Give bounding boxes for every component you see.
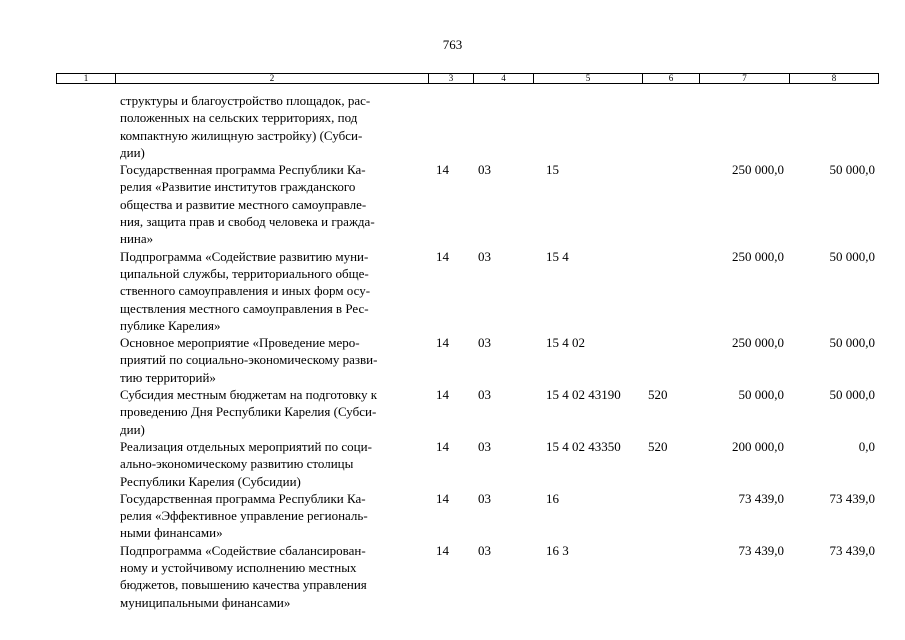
row-description xyxy=(120,542,425,611)
section-code: 14 xyxy=(436,248,449,264)
description-line: дии) xyxy=(120,421,145,437)
section-code: 14 xyxy=(436,542,449,558)
target-article-code: 16 xyxy=(546,490,559,506)
description-line: ными финансами» xyxy=(120,525,223,541)
column-header-2: 2 xyxy=(116,74,429,83)
column-header-3: 3 xyxy=(429,74,474,83)
page-number: 763 xyxy=(442,37,463,52)
expense-type-code: 520 xyxy=(648,438,668,454)
amount-year-2: 50 000,0 xyxy=(829,335,875,351)
target-article-code: 15 4 02 xyxy=(546,335,585,351)
column-header-8: 8 xyxy=(831,73,837,83)
description-line: ально-экономическому развитию столицы xyxy=(120,456,354,472)
amount-year-2: 50 000,0 xyxy=(829,162,875,178)
table-body xyxy=(0,92,905,611)
amount-year-2: 73 439,0 xyxy=(829,490,875,506)
column-header-5: 5 xyxy=(534,74,643,83)
description-line: Государственная программа Республики Ка- xyxy=(120,162,366,178)
column-header-1: 1 xyxy=(57,74,116,83)
description-line: общества и развитие местного самоуправле- xyxy=(120,196,367,212)
amount-year-2: 0,0 xyxy=(858,438,875,454)
description-line: тию территорий» xyxy=(120,369,216,385)
description-line: ципальной службы, территориального обще- xyxy=(120,265,369,281)
subsection-code: 03 xyxy=(478,542,491,558)
amount-year-1: 250 000,0 xyxy=(732,335,784,351)
row-description xyxy=(120,438,425,490)
table-row xyxy=(0,161,905,247)
amount-year-1: 250 000,0 xyxy=(732,248,784,264)
column-header-7: 7 xyxy=(700,74,790,83)
row-description xyxy=(120,161,425,247)
description-line: Подпрограмма «Содействие развитию муни- xyxy=(120,248,369,264)
amount-year-1: 73 439,0 xyxy=(738,490,784,506)
table-row xyxy=(0,438,905,490)
target-article-code: 15 4 02 43350 xyxy=(546,438,621,454)
column-header-6: 6 xyxy=(643,74,700,83)
description-line: приятий по социально-экономическому разви- xyxy=(120,352,378,368)
section-code: 14 xyxy=(436,162,449,178)
target-article-code: 15 xyxy=(546,162,559,178)
description-line: муниципальными финансами» xyxy=(120,594,291,610)
description-line: ществления местного самоуправления в Рес- xyxy=(120,300,369,316)
subsection-code: 03 xyxy=(478,162,491,178)
table-row xyxy=(0,248,905,334)
description-line: Основное мероприятие «Проведение меро- xyxy=(120,335,360,351)
row-description xyxy=(120,92,425,161)
description-line: ния, защита прав и свобод человека и гражда- xyxy=(120,214,375,230)
row-description xyxy=(120,334,425,386)
description-line: релия «Эффективное управление региональ- xyxy=(120,508,368,524)
row-description xyxy=(120,386,425,438)
amount-year-1: 73 439,0 xyxy=(738,542,784,558)
table-row xyxy=(0,92,905,161)
description-line: нина» xyxy=(120,231,154,247)
amount-year-2: 73 439,0 xyxy=(829,542,875,558)
description-line: дии) xyxy=(120,144,145,160)
amount-year-1: 50 000,0 xyxy=(738,387,784,403)
amount-year-1: 200 000,0 xyxy=(732,438,784,454)
section-code: 14 xyxy=(436,490,449,506)
description-line: релия «Развитие институтов гражданского xyxy=(120,179,356,195)
description-line: Республики Карелия (Субсидии) xyxy=(120,473,301,489)
description-line: Реализация отдельных мероприятий по соци- xyxy=(120,438,372,454)
row-description xyxy=(120,248,425,334)
row-description xyxy=(120,490,425,542)
description-line: Государственная программа Республики Ка- xyxy=(120,490,366,506)
description-line: компактную жилищную застройку) (Субси- xyxy=(120,127,363,143)
target-article-code: 15 4 02 43190 xyxy=(546,387,621,403)
expense-type-code: 520 xyxy=(648,387,668,403)
target-article-code: 16 3 xyxy=(546,542,569,558)
table-row xyxy=(0,542,905,611)
column-header-4: 4 xyxy=(474,74,534,83)
subsection-code: 03 xyxy=(478,438,491,454)
table-row xyxy=(0,334,905,386)
table-row xyxy=(0,386,905,438)
description-line: ственного самоуправления и иных форм осу- xyxy=(120,283,371,299)
amount-year-2: 50 000,0 xyxy=(829,248,875,264)
subsection-code: 03 xyxy=(478,335,491,351)
target-article-code: 15 4 xyxy=(546,248,569,264)
section-code: 14 xyxy=(436,438,449,454)
description-line: Подпрограмма «Содействие сбалансирован- xyxy=(120,542,366,558)
description-line: проведению Дня Республики Карелия (Субси- xyxy=(120,404,377,420)
amount-year-1: 250 000,0 xyxy=(732,162,784,178)
subsection-code: 03 xyxy=(478,248,491,264)
description-line: структуры и благоустройство площадок, рас- xyxy=(120,93,371,108)
description-line: публике Карелия» xyxy=(120,317,221,333)
amount-year-2: 50 000,0 xyxy=(829,387,875,403)
table-row xyxy=(0,490,905,542)
description-line: положенных на сельских территориях, под xyxy=(120,110,358,126)
subsection-code: 03 xyxy=(478,387,491,403)
section-code: 14 xyxy=(436,335,449,351)
description-line: бюджетов, повышению качества управления xyxy=(120,577,367,593)
subsection-code: 03 xyxy=(478,490,491,506)
section-code: 14 xyxy=(436,387,449,403)
description-line: ному и устойчивому исполнению местных xyxy=(120,560,357,576)
column-header-row xyxy=(56,73,879,84)
description-line: Субсидия местным бюджетам на подготовку к xyxy=(120,387,378,403)
